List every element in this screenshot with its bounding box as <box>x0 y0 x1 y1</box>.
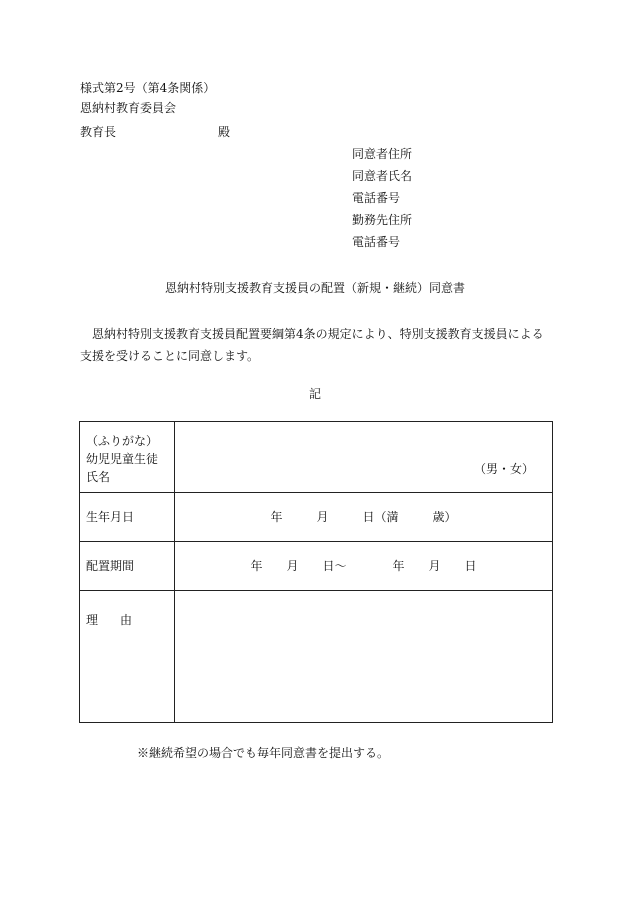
workplace-address-label: 勤務先住所 <box>352 213 413 227</box>
reason-value-cell[interactable] <box>175 591 553 723</box>
honorific: 殿 <box>218 125 231 139</box>
period-year-end: 年 <box>392 559 405 573</box>
student-label: 幼児児童生徒 <box>86 452 159 466</box>
name-label: 氏名 <box>86 470 111 484</box>
document-title: 恩納村特別支援教育支援員の配置（新規・継続）同意書 <box>164 281 465 295</box>
table-row-name <box>80 422 553 493</box>
period-label: 配置期間 <box>86 559 135 573</box>
reason-label-cell <box>80 591 175 723</box>
table-row-reason <box>80 591 553 723</box>
reason-label-char2: 由 <box>120 613 133 627</box>
table-row-period <box>80 542 553 591</box>
period-month-start: 月 <box>286 559 299 573</box>
birth-day: 日（満 <box>362 510 399 524</box>
birth-label-cell <box>80 493 175 542</box>
birth-age: 歳） <box>432 510 457 524</box>
footnote: ※継続希望の場合でも毎年同意書を提出する。 <box>137 746 390 760</box>
ki-heading: 記 <box>308 387 321 401</box>
consenter-phone-label: 電話番号 <box>352 191 401 205</box>
period-value-cell[interactable] <box>175 542 553 591</box>
form-number: 様式第2号（第4条関係） <box>80 81 216 95</box>
name-label-cell <box>80 422 175 493</box>
body-paragraph: 恩納村特別支援教育支援員配置要綱第4条の規定により、特別支援教育支援員による支援を受けることに同意します。 <box>80 327 544 363</box>
birth-month: 月 <box>316 510 329 524</box>
furigana-label: （ふりがな） <box>86 434 159 448</box>
name-value-cell[interactable] <box>175 422 553 493</box>
table-row-birth <box>80 493 553 542</box>
addressee: 教育長 <box>80 125 117 139</box>
board-name: 恩納村教育委員会 <box>80 101 177 115</box>
consenter-name-label: 同意者氏名 <box>352 169 413 183</box>
birth-year: 年 <box>270 510 283 524</box>
period-month-end: 月 <box>428 559 441 573</box>
consent-form-table <box>79 421 553 723</box>
period-year-start: 年 <box>250 559 263 573</box>
consenter-address-label: 同意者住所 <box>352 147 413 161</box>
period-label-cell <box>80 542 175 591</box>
gender-choice[interactable]: （男・女） <box>473 462 534 476</box>
period-day-end: 日 <box>464 559 477 573</box>
reason-label-char1: 理 <box>86 613 99 627</box>
period-day-start: 日～ <box>322 559 347 573</box>
birth-value-cell[interactable] <box>175 493 553 542</box>
workplace-phone-label: 電話番号 <box>352 235 401 249</box>
birth-label: 生年月日 <box>86 510 135 524</box>
